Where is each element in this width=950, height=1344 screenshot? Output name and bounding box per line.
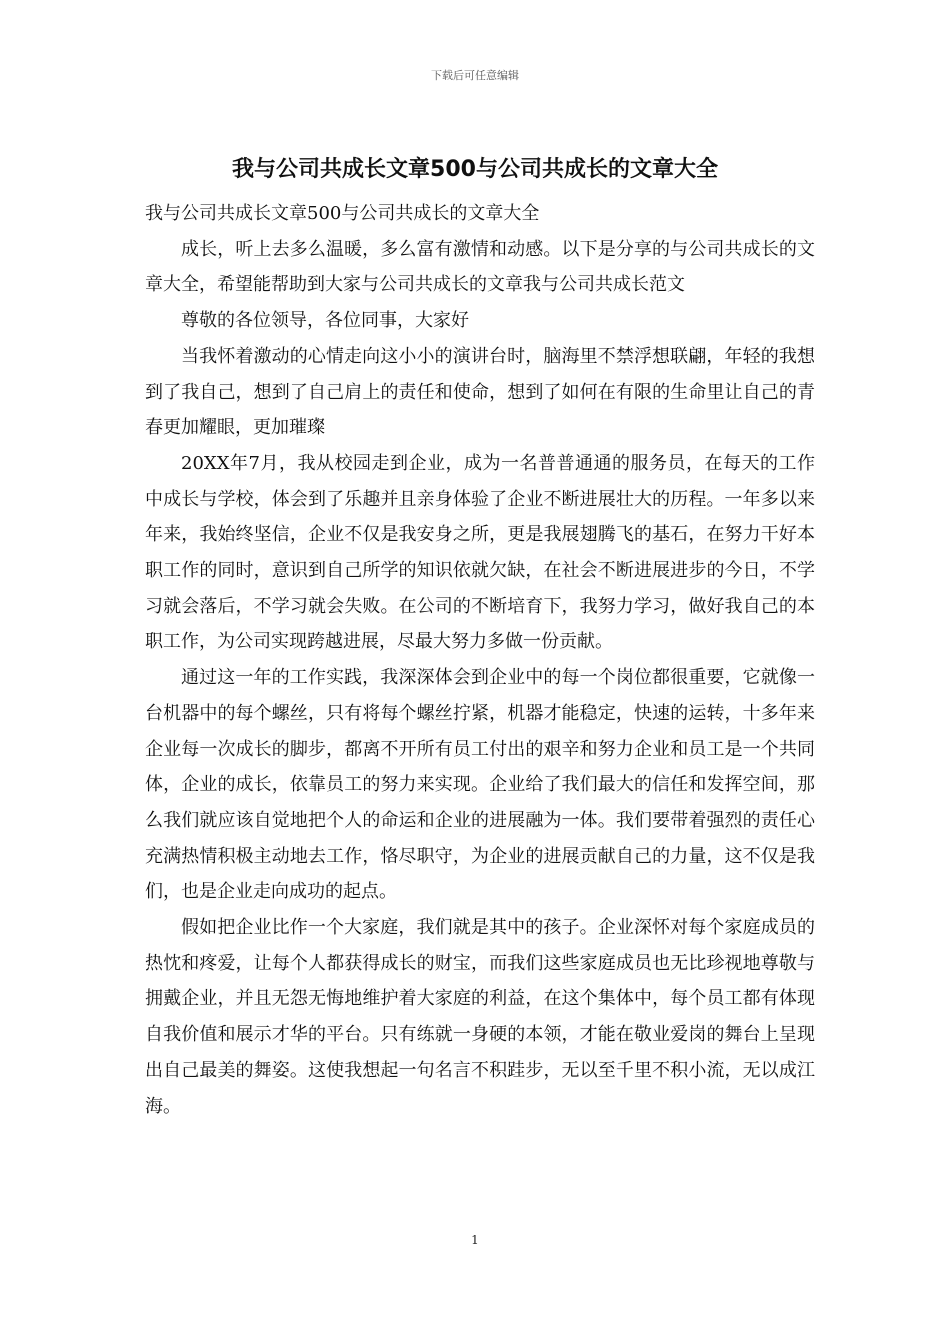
paragraph-practice: 通过这一年的工作实践，我深深体会到企业中的每一个岗位都很重要，它就像一台机器中的每个螺丝，只有将每个螺丝拧紧，机器才能稳定，快速的运转，十多年来企业每一次成长的脚步，都离不开所有员工付出的艰辛和努力企业和员工是一个共同体，企业的成长，依靠员工的努力来实现。企业给了我们最大的信任和发挥空间，那么我们就应该自觉地把个人的命运和企业的进展融为一体。我们要带着强烈的责任心充满热情积极主动地去工作，恪尽职守，为企业的进展贡献自己的力量，这不仅是我们，也是企业走向成功的起点。 [145,667,815,903]
paragraph-intro: 成长，听上去多么温暖，多么富有激情和动感。以下是分享的与公司共成长的文章大全，希望能帮助到大家与公司共成长的文章我与公司共成长范文 [145,238,815,296]
document-body [145,196,815,1124]
paragraph-greeting: 尊敬的各位领导，各位同事，大家好 [181,310,469,332]
paragraph-opening: 当我怀着激动的心情走向这小小的演讲台时，脑海里不禁浮想联翩，年轻的我想到了我自己，想到了自己肩上的责任和使命，想到了如何在有限的生命里让自己的青春更加耀眼，更加璀璨 [145,345,815,439]
document-subtitle: 我与公司共成长文章500与公司共成长的文章大全 [145,203,540,224]
document-title: 我与公司共成长文章500与公司共成长的文章大全 [232,157,718,182]
header-note: 下载后可任意编辑 [431,69,519,82]
page-number: 1 [471,1233,479,1247]
paragraph-family: 假如把企业比作一个大家庭，我们就是其中的孩子。企业深怀对每个家庭成员的热忱和疼爱，让每个人都获得成长的财宝，而我们这些家庭成员也无比珍视地尊敬与拥戴企业，并且无怨无悔地维护着大家庭的利益，在这个集体中，每个员工都有体现自我价值和展示才华的平台。只有练就一身硬的本领，才能在敬业爱岗的舞台上呈现出自己最美的舞姿。这使我想起一句名言不积跬步，无以至千里不积小流，无以成江海。 [145,917,815,1117]
paragraph-experience: 20XX年7月，我从校园走到企业，成为一名普普通通的服务员，在每天的工作中成长与学校，体会到了乐趣并且亲身体验了企业不断进展壮大的历程。一年多以来年来，我始终坚信，企业不仅是我安身之所，更是我展翅腾飞的基石，在努力干好本职工作的同时，意识到自己所学的知识依就欠缺，在社会不断进展进步的今日，不学习就会落后，不学习就会失败。在公司的不断培育下，我努力学习，做好我自己的本职工作，为公司实现跨越进展，尽最大努力多做一份贡献。 [145,452,815,653]
